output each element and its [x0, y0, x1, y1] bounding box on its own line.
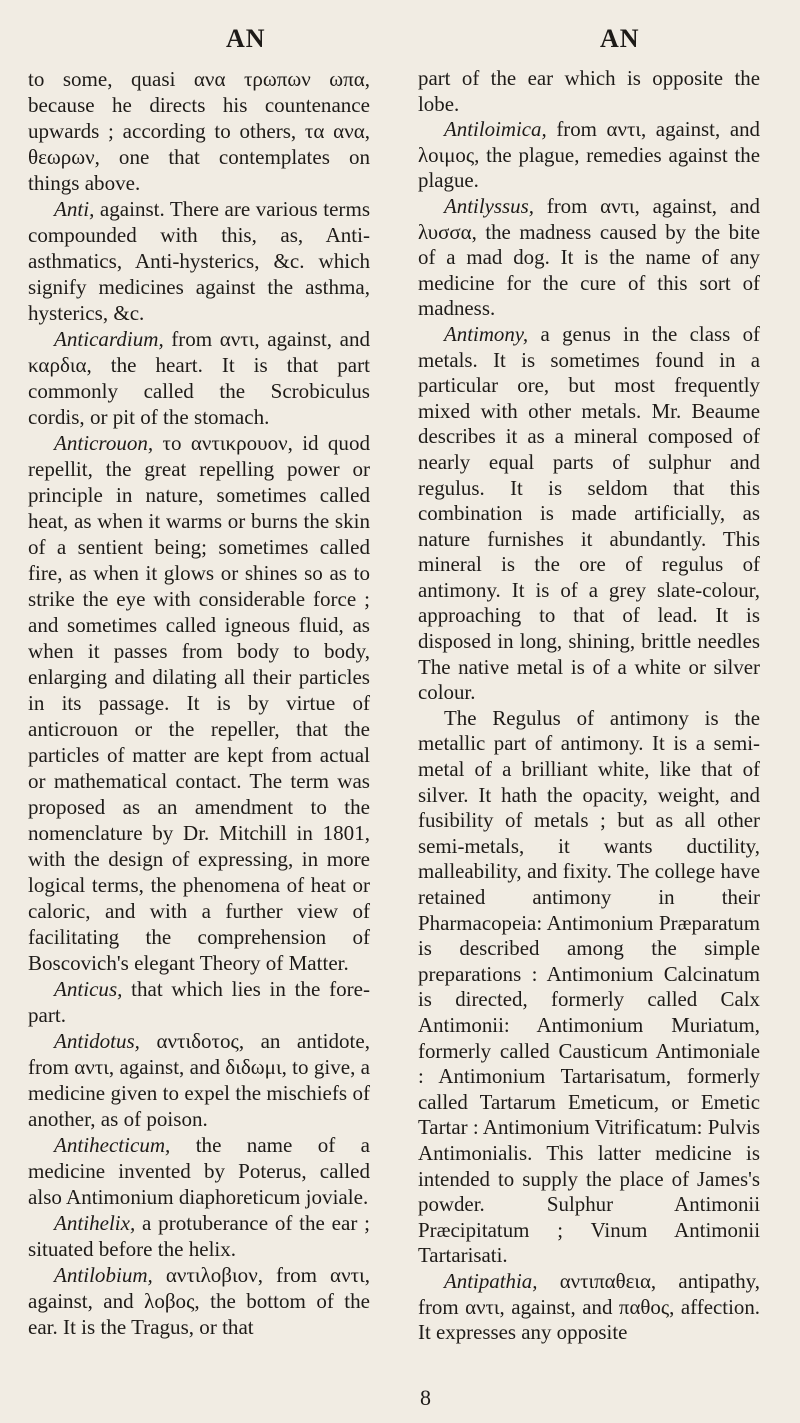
- entry-term: Antidotus,: [54, 1029, 140, 1053]
- entry-text: αντιπαθεια, antipathy, from αντι, against, and παθος, affection. It expresses any opposite: [418, 1268, 760, 1345]
- running-head-right: AN: [600, 24, 640, 53]
- entry-paragraph: [28, 326, 370, 430]
- page-number: 8: [420, 1385, 431, 1410]
- entry-term: Anticrouon,: [54, 431, 154, 455]
- entry-paragraph: [418, 706, 760, 1269]
- entry-text: a genus in the class of metals. It is sometimes found in a particular ore, but most frequently mixed with other metals. Mr. Beaume describes it as a mineral composed of nearly equal parts of sulphur and regulus. It is seldom that this combination is made artificially, as nature furnishes it abundantly. This mineral is the ore of regulus of antimony. It is of a grey slate-colour, approaching to that of lead. It is disposed in long, shining, brittle needles The native metal is of a white or silver colour.: [418, 321, 760, 705]
- entry-paragraph: [28, 66, 370, 196]
- entry-paragraph: [418, 117, 760, 194]
- entry-text: from αντι, against, and λυσσα, the madness caused by the bite of a mad dog. It is the name of any medicine for the cure of this sort of madness.: [418, 193, 760, 321]
- entry-term: Anticus,: [54, 977, 123, 1001]
- entry-paragraph: [28, 196, 370, 326]
- entry-term: Antihelix,: [54, 1211, 136, 1235]
- entry-text: αντιδοτος, an antidote, from αντι, against, and διδωμι, to give, a medicine given to expel the mischiefs of another, as of poison.: [28, 1029, 370, 1131]
- entry-text: αντιλοβιον, from αντι, against, and λοβος, the bottom of the ear. It is the Tragus, or that: [28, 1263, 370, 1339]
- entry-text: to some, quasi ανα τρωπων ωπα, because he directs his countenance upwards ; according to others, τα ανα, θεωρων, one that contemplates on things above.: [28, 67, 370, 195]
- entry-term: Anti,: [54, 197, 95, 221]
- entry-paragraph: [28, 1210, 370, 1262]
- right-column: [418, 66, 760, 1346]
- left-column: [28, 66, 370, 1340]
- entry-paragraph: [28, 430, 370, 976]
- entry-text: part of the ear which is opposite the lobe.: [418, 66, 760, 116]
- entry-paragraph: [418, 322, 760, 706]
- entry-text: the name of a medicine invented by Poterus, called also Antimonium diaphoreticum joviale.: [28, 1133, 371, 1209]
- entry-term: Antipathia,: [444, 1268, 538, 1293]
- entry-paragraph: [28, 1132, 370, 1210]
- entry-paragraph: [28, 1262, 370, 1340]
- entry-text: that which lies in the fore-part.: [28, 977, 370, 1027]
- entry-paragraph: [418, 194, 760, 322]
- running-head-left: AN: [226, 24, 266, 53]
- entry-term: Antilyssus,: [444, 193, 534, 218]
- entry-paragraph: [28, 976, 370, 1028]
- entry-text: The Regulus of antimony is the metallic part of antimony. It is a semi-metal of a brilliant white, like that of silver. It hath the opacity, weight, and fusibility of metals ; but as all other semi-metals, it wants ductility, malleability, and fixity. The college have retained antimony in their Pharmacopeia: Antimonium Præparatum is described among the simple preparations : Antimonium Calcinatum is directed, formerly called Calx Antimonii: Antimonium Muriatum, formerly called Causticum Antimoniale : Antimonium Tartarisatum, formerly called Tartarum Emeticum, or Emetic Tartar : Antimonium Vitrificatum: Pulvis Antimonialis. This latter medicine is intended to supply the place of James's powder. Sulphur Antimonii Præcipitatum ; Vinum Antimonii Tartarisati.: [418, 705, 760, 1268]
- entry-text: a protuberance of the ear ; situated before the helix.: [28, 1211, 370, 1261]
- entry-term: Antimony,: [444, 321, 529, 346]
- entry-text: from αντι, against, and λοιμος, the plague, remedies against the plague.: [418, 117, 760, 193]
- entry-term: Antihecticum,: [54, 1133, 171, 1157]
- entry-paragraph: [418, 66, 760, 117]
- entry-text: from αντι, against, and καρδια, the heart. It is that part commonly called the Scrobiculus cordis, or pit of the stomach.: [28, 327, 370, 429]
- entry-paragraph: [28, 1028, 370, 1132]
- entry-term: Antilobium,: [54, 1263, 153, 1287]
- entry-text: το αντικρουον, id quod repellit, the great repelling power or principle in nature, sometimes called heat, as when it warms or burns the skin of a sentient being; sometimes called fire, as when it glows or shines so as to strike the eye with considerable force ; and sometimes called igneous fluid, as when it passes from body to body, enlarging and dilating all their particles in its passage. It is by virtue of anticrouon or the repeller, that the particles of matter are kept from actual or mathematical contact. The term was proposed as an amendment to the nomenclature by Dr. Mitchill in 1801, with the design of expressing, in more logical terms, the phenomena of heat or caloric, and with a further view of facilitating the comprehension of Boscovich's elegant Theory of Matter.: [28, 431, 371, 975]
- entry-term: Antiloimica,: [444, 117, 547, 142]
- entry-text: against. There are various terms compounded with this, as, Anti-asthmatics, Anti-hysterics, &c. which signify medicines against the asthma, hysterics, &c.: [28, 197, 371, 325]
- entry-paragraph: [418, 1269, 760, 1346]
- entry-term: Anticardium,: [54, 327, 164, 351]
